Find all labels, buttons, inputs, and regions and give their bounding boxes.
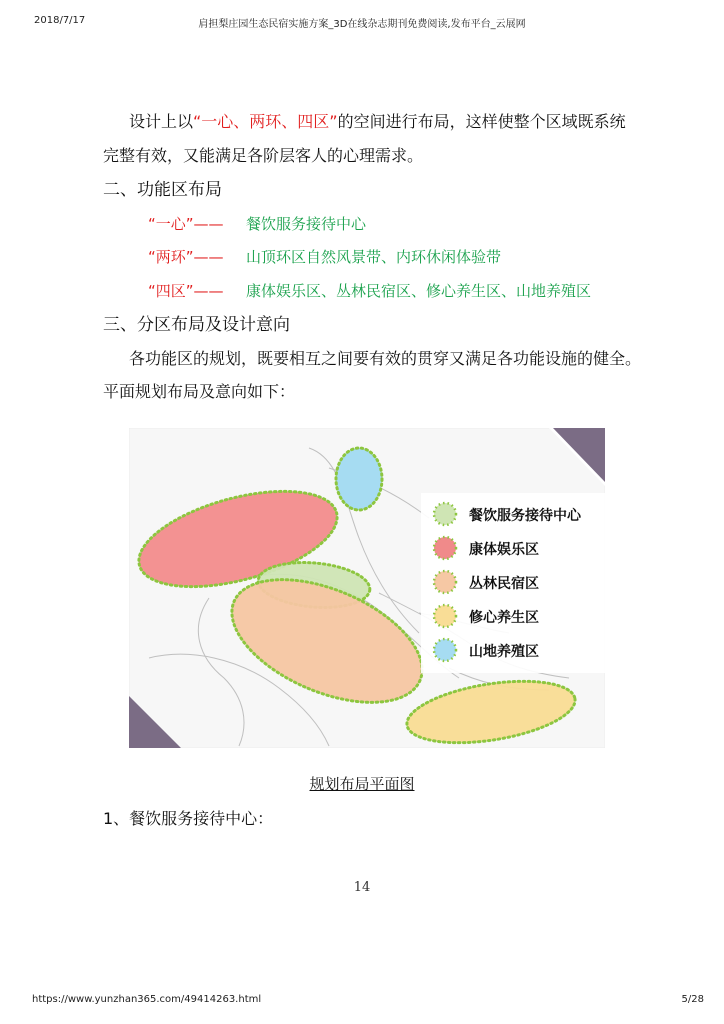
- figure-caption: [0, 773, 724, 794]
- layout-item-value: 康体娱乐区、丛林民宿区、修心养生区、山地养殖区: [246, 282, 592, 300]
- para1-text-a: 设计上以: [129, 112, 194, 131]
- footer-page-indicator: 5/28: [681, 994, 704, 1005]
- paragraph-3: 平面规划布局及意向如下：: [103, 382, 296, 401]
- header-title: 肩担梨庄园生态民宿实施方案_3D在线杂志期刊免费阅读,发布平台_云展网: [198, 19, 526, 30]
- layout-item-key: “两环”——: [148, 248, 224, 266]
- site-plan-map: [129, 428, 605, 748]
- footer-url[interactable]: https://www.yunzhan365.com/49414263.html: [32, 994, 262, 1005]
- legend-swatch: [434, 537, 456, 559]
- header-date: 2018/7/17: [34, 15, 86, 26]
- layout-item-four-zones: [148, 281, 591, 301]
- para1-text-c: 的空间进行布局，这样使整个区域既系统: [337, 112, 626, 131]
- paragraph-2: 各功能区的规划，既要相互之间要有效的贯穿又满足各功能设施的健全。: [129, 349, 642, 368]
- layout-item-two-rings: [148, 247, 501, 267]
- layout-item-key: “四区”——: [148, 282, 224, 300]
- paragraph-1-line-2: 完整有效，又能满足各阶层客人的心理需求。: [103, 146, 424, 165]
- para1-highlight: “一心、两环、四区”: [193, 112, 338, 131]
- site-plan-figure: [129, 428, 605, 748]
- legend-label: 康体娱乐区: [469, 542, 539, 558]
- page-number: 14: [353, 880, 371, 895]
- section-heading-3: 三、分区布局及设计意向: [103, 315, 290, 335]
- legend-label: 山地养殖区: [469, 644, 539, 660]
- map-legend: [421, 493, 605, 673]
- paragraph-1-line-1: [129, 112, 626, 132]
- legend-swatch: [434, 639, 456, 661]
- legend-swatch: [434, 571, 456, 593]
- legend-swatch: [434, 605, 456, 627]
- layout-item-value: 山顶环区自然风景带、内环休闲体验带: [246, 248, 502, 266]
- layout-item-one-core: [148, 214, 366, 234]
- legend-label: 餐饮服务接待中心: [469, 508, 581, 524]
- legend-swatch: [434, 503, 456, 525]
- zone-mountain-farming: [336, 448, 382, 510]
- legend-label: 丛林民宿区: [469, 576, 539, 592]
- legend-label: 修心养生区: [469, 610, 539, 626]
- figure-caption-text: 规划布局平面图: [309, 775, 415, 793]
- subheading-dining-center: 1、餐饮服务接待中心：: [103, 809, 274, 828]
- layout-item-value: 餐饮服务接待中心: [246, 215, 367, 233]
- layout-item-key: “一心”——: [148, 215, 224, 233]
- section-heading-2: 二、功能区布局: [103, 180, 222, 200]
